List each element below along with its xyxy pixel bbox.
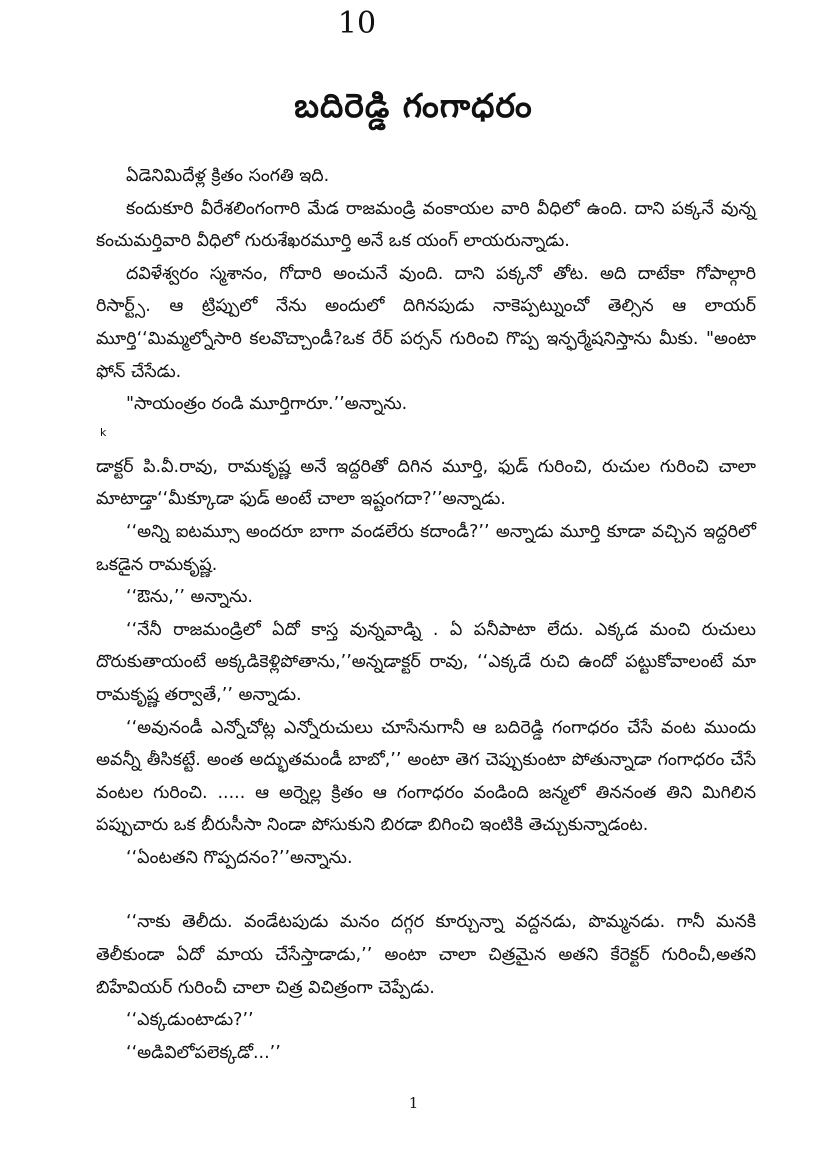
chapter-number: 10 [337, 6, 377, 41]
paragraph-greatness-question: ‘‘ఏంటతని గొప్పదనం?’’అన్నాను. [126, 847, 353, 868]
page-number: 1 [408, 1094, 419, 1112]
chapter-title: బదిరెడ్డి గంగాధరం [294, 86, 533, 125]
paragraph-forest-answer: ‘‘అడివిలోపలెక్కడో...’’ [126, 1042, 281, 1063]
paragraph-doctor-visit: డాక్టర్ పి.వీ.రావు, రామకృష్ణ అనే ఇద్దరితో దిగిన మూర్తి, ఫుడ్ గురించి, రుచుల గురించి చాలా మాటాడ్తా‘‘మీక్కూడా ఫుడ్ అంటే చాలా ఇష్టంగదా?’’అన్నాడు. [96, 456, 756, 510]
paragraph-where-question: ‘‘ఎక్కడుంటాడు?’’ [126, 1010, 254, 1031]
paragraph-lawyer-intro: కందుకూరి వీరేశలింగంగారి మేడ రాజమండ్రి వంకాయల వారి వీధిలో ఉంది. దాని పక్కనే వున్న కంచుమర్తివారి వీధిలో గురుశేఖరమూర్తి అనే ఒక యంగ్ లాయరున్నాడు. [96, 198, 756, 252]
stray-mark: k [100, 425, 107, 439]
paragraph-magic-description: ‘‘నాకు తెలీదు. వండేటపుడు మనం దగ్గర కూర్చున్నా వద్దనడు, పొమ్మనడు. గానీ మనకి తెలీకుండా ఏదో మాయ చేసేస్తాడాడు,’’ అంటా చాలా చిత్రమైన అతని కేరెక్టర్ గురించీ,అతని బిహేవియర్ గురించీ చాలా చిత్ర విచిత్రంగా చెప్పేడు. [96, 912, 756, 998]
paragraph-evening-reply: "సాయంత్రం రండి మూర్తిగారూ.’’అన్నాను. [126, 394, 408, 415]
story-body [96, 160, 756, 1069]
paragraph-doctor-rao: ‘‘నేనీ రాజమండ్రిలో ఏదో కాస్త వున్నవాడ్ని . ఏ పనీపాటా లేదు. ఎక్కడ మంచి రుచులు దొరుకుతాయంటే అక్కడికెళ్లిపోతాను,’’అన్నడాక్టర్ రావు, ‘‘ఎక్కడే రుచి ఉందో పట్టుకోవాలంటే మా రామకృష్ణ తర్వాతే,’’ అన్నాడు. [96, 619, 756, 705]
paragraph-gangadharam-cooking: ‘‘అవునండీ ఎన్నోచోట్ల ఎన్నోరుచులు చూసేనుగానీ ఆ బదిరెడ్డి గంగాధరం చేసే వంట ముందు అవన్నీ తీసికట్టే. అంత అద్భుతమండీ బాబో,’’ అంటా తెగ చెప్పుకుంటా పోతున్నాడా గంగాధరం చేసే వంటల గురించి. ..... ఆ అర్నెల్ల క్రితం ఆ గంగాధరం వండింది జన్మలో తిననంత తిని మిగిలిన పప్పుచారు ఒక బీరుసీసా నిండా పోసుకుని బిరడా బిగించి ఇంటికి తెచ్చుకున్నాడంట. [96, 717, 756, 836]
paragraph-yes-reply: ‘‘ఔను,’’ అన్నాను. [126, 587, 253, 608]
paragraph-resort-call: దవిళేశ్వరం స్మశానం, గోదారి అంచునే వుంది. దాని పక్కనో తోట. అది దాటేకా గోపాల్గారి రిసార్ట్స్. ఆ ట్రిప్పులో నేను అందులో దిగినపుడు నాకెప్పట్నుంచో తెల్సిన ఆ లాయర్ మూర్తి‘‘మిమ్మల్నోసారి కలవొచ్చాండీ?ఒక రేర్ పర్సన్ గురించి గొప్ప ఇన్ఫర్మేషనిస్తాను మీకు. "అంటా ఫోన్ చేసేడు. [96, 263, 756, 382]
paragraph-opening: ఏడెనిమిదేళ్ల క్రితం సంగతి ఇది. [126, 166, 330, 186]
paragraph-ramakrishna-question: ‘‘అన్ని ఐటమ్సూ అందరూ బాగా వండలేరు కదాండీ?’’ అన్నాడు మూర్తి కూడా వచ్చిన ఇద్దరిలో ఒకడైన రామకృష్ణ. [96, 521, 756, 575]
